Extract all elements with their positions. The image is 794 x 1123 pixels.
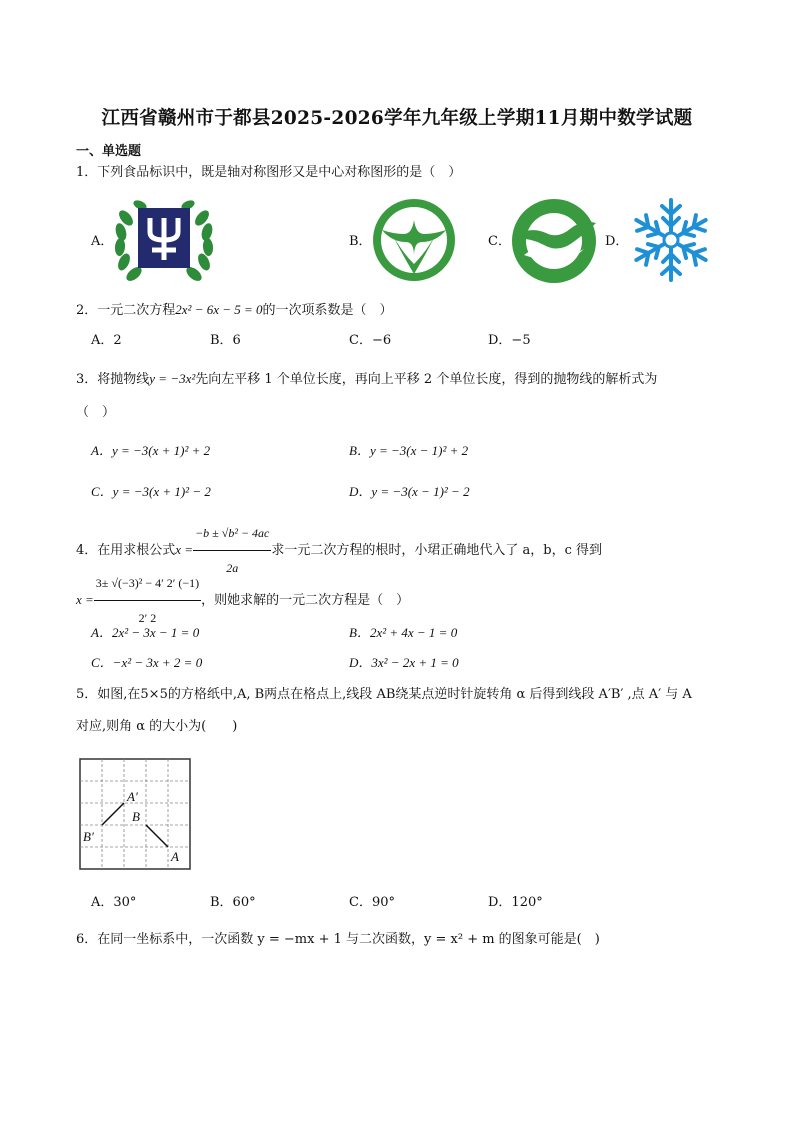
q1-option-d-label: D． (605, 234, 629, 249)
quadratic-formula-denominator: 2a (226, 561, 239, 575)
q5-label-b: B (132, 809, 140, 824)
q1-option-b-label: B． (349, 234, 372, 249)
q4-option-a: A．2x² − 3x − 1 = 0 (91, 625, 200, 640)
q1-option-a-label: A． (91, 234, 114, 249)
q4-option-b: B．2x² + 4x − 1 = 0 (349, 625, 458, 640)
q2-option-b: B．6 (210, 333, 241, 348)
q1-option-c-label: C． (488, 234, 511, 249)
q2-equation: 2x² − 6x − 5 = 0 (175, 302, 263, 317)
q3-equation: y = −3x² (149, 371, 196, 386)
q1-option-a-logo-icon (112, 196, 216, 288)
quadratic-formula-numerator: −b ± √b² − 4ac (193, 516, 271, 551)
q3-suffix: 先向左平移 1 个单位长度，再向上平移 2 个单位长度，得到的抛物线的解析式为 (195, 372, 658, 387)
q3-option-c: C．y = −3(x + 1)² − 2 (91, 484, 211, 499)
question-3-stem (76, 370, 657, 389)
q1-option-c-logo-icon (510, 199, 598, 283)
section-heading: 一、单选题 (76, 144, 142, 159)
q2-prefix: 2．一元二次方程 (76, 303, 176, 318)
substituted-formula-numerator: 3± √(−3)² − 4′ 2′ (−1) (94, 566, 201, 601)
q5-option-c: C．90° (349, 895, 395, 910)
q4-suffix: 求一元二次方程的根时，小珺正确地代入了 a，b，c 得到 (271, 543, 602, 558)
q5-label-a: A (171, 849, 179, 864)
question-6-stem: 6．在同一坐标系中，一次函数 y = −mx + 1 与二次函数，y = x² + m 的图象可能是( ) (76, 932, 600, 947)
substituted-formula-denominator: 2′ 2 (138, 611, 157, 625)
q4-line2-suffix: ，则她求解的一元二次方程是（ ） (201, 593, 410, 608)
q4-substituted-lhs: x = (76, 592, 94, 607)
question-1-stem: 1．下列食品标识中，既是轴对称图形又是中心对称图形的是（ ） (76, 165, 462, 180)
q5-label-a-prime: A′ (127, 789, 138, 804)
q5-option-d: D．120° (488, 895, 543, 910)
q2-option-a: A．2 (91, 333, 122, 348)
q1-option-b-logo-icon (372, 198, 456, 282)
q3-prefix: 3．将抛物线 (76, 372, 150, 387)
q4-option-c: C．−x² − 3x + 2 = 0 (91, 655, 203, 670)
q3-option-d: D．y = −3(x − 1)² − 2 (349, 484, 470, 499)
q5-label-b-prime: B′ (83, 829, 94, 844)
q5-option-a: A．30° (91, 895, 137, 910)
q5-option-b: B．60° (210, 895, 256, 910)
question-5-line1: 5．如图,在5×5的方格纸中,A, B两点在格点上,线段 AB绕某点逆时针旋转角 α 后得到线段 A′B′ ,点 A′ 与 A (76, 687, 692, 702)
question-2-stem (76, 301, 393, 320)
page-title: 江西省赣州市于都县2025-2026学年九年级上学期11月期中数学试题 (101, 108, 693, 129)
q2-option-c: C．−6 (349, 333, 392, 348)
q2-suffix: 的一次项系数是（ ） (262, 303, 393, 318)
q1-option-d-snowflake-icon (628, 197, 714, 283)
q4-prefix: 4．在用求根公式 (76, 543, 176, 558)
question-5-line2: 对应,则角 α 的大小为( ) (76, 719, 238, 734)
q4-formula-lhs: x = (175, 542, 194, 557)
q2-option-d: D．−5 (488, 333, 531, 348)
q3-option-b: B．y = −3(x − 1)² + 2 (349, 443, 469, 458)
q3-answer-blank: （ ） (76, 405, 116, 420)
q3-option-a: A．y = −3(x + 1)² + 2 (91, 443, 211, 458)
q4-option-d: D．3x² − 2x + 1 = 0 (349, 655, 459, 670)
